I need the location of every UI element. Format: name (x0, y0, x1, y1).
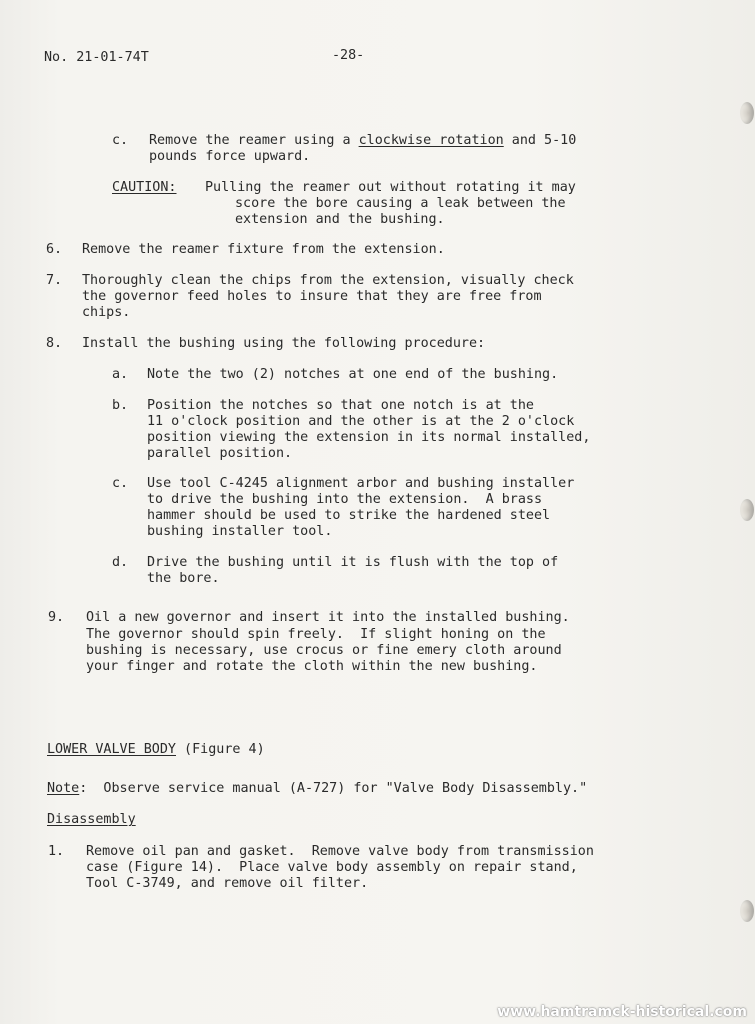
step-8a-marker: a. (112, 367, 129, 382)
doc-number: No. 21-01-74T (44, 50, 149, 65)
step-8b-line-4: parallel position. (147, 446, 293, 461)
section-heading-title: LOWER VALVE BODY (47, 742, 176, 757)
subsection-heading: Disassembly (47, 812, 136, 827)
step-8c-line-4: bushing installer tool. (147, 524, 333, 539)
caution-line-1: Pulling the reamer out without rotating it may (205, 180, 576, 195)
caution-line-2: score the bore causing a leak between the (235, 196, 566, 211)
step-c1-line-1 (149, 133, 576, 149)
binder-hole-bottom (740, 900, 754, 922)
step-8b-line-1: Position the notches so that one notch is at the (147, 398, 534, 413)
step-1-line-3: Tool C-3749, and remove oil filter. (86, 876, 369, 891)
caution-line-3: extension and the bushing. (235, 212, 445, 227)
step-7-marker: 7. (46, 273, 63, 288)
step-8-marker: 8. (46, 336, 63, 351)
step-1-line-2: case (Figure 14). Place valve body assembly on repair stand, (86, 860, 578, 875)
step-9-line-3: bushing is necessary, use crocus or fine emery cloth around (86, 643, 562, 658)
step-6-line-1: Remove the reamer fixture from the extension. (82, 242, 445, 257)
step-c1-text-post: and 5-10 (503, 133, 577, 148)
step-9-line-2: The governor should spin freely. If slight honing on the (86, 627, 546, 642)
step-8-line-1: Install the bushing using the following procedure: (82, 336, 486, 351)
step-1-line-1: Remove oil pan and gasket. Remove valve body from transmission (86, 844, 594, 859)
step-c1-text-pre: Remove the reamer using a (149, 133, 359, 148)
step-c1-marker: c. (112, 133, 129, 148)
note-line (47, 781, 587, 797)
step-8a-line-1: Note the two (2) notches at one end of the bushing. (147, 367, 559, 382)
step-9-line-1: Oil a new governor and insert it into the installed bushing. (86, 610, 570, 625)
step-8d-line-2: the bore. (147, 571, 220, 586)
step-7-line-1: Thoroughly clean the chips from the extension, visually check (82, 273, 574, 288)
step-8b-line-3: position viewing the extension in its normal installed, (147, 430, 591, 445)
step-8d-marker: d. (112, 555, 129, 570)
step-8c-line-1: Use tool C-4245 alignment arbor and bushing installer (147, 476, 575, 491)
binder-hole-top (740, 102, 754, 124)
step-8c-line-2: to drive the bushing into the extension. A brass (147, 492, 543, 507)
step-8d-line-1: Drive the bushing until it is flush with the top of (147, 555, 559, 570)
step-c1-underlined-text: clockwise rotation (358, 133, 504, 148)
binder-hole-middle (740, 499, 754, 521)
watermark: www.hamtramck-historical.com (497, 1004, 747, 1020)
page-number: -28- (332, 48, 365, 63)
step-9-marker: 9. (48, 610, 65, 625)
step-c1-line-2: pounds force upward. (149, 149, 311, 164)
step-7-line-3: chips. (82, 305, 131, 320)
step-8c-line-3: hammer should be used to strike the hardened steel (147, 508, 551, 523)
bleed-through-decoration (440, 40, 714, 55)
section-heading-figure: (Figure 4) (176, 742, 265, 757)
step-8b-line-2: 11 o'clock position and the other is at the 2 o'clock (147, 414, 575, 429)
step-9-line-4: your finger and rotate the cloth within the new bushing. (86, 659, 538, 674)
section-heading (47, 742, 265, 758)
note-text: : Observe service manual (A-727) for "Valve Body Disassembly." (79, 781, 588, 796)
step-6-marker: 6. (46, 242, 63, 257)
step-8c-marker: c. (112, 476, 129, 491)
caution-label: CAUTION: (112, 180, 177, 195)
step-7-line-2: the governor feed holes to insure that they are free from (82, 289, 542, 304)
step-8b-marker: b. (112, 398, 129, 413)
note-label: Note (47, 781, 80, 796)
step-1-marker: 1. (48, 844, 65, 859)
